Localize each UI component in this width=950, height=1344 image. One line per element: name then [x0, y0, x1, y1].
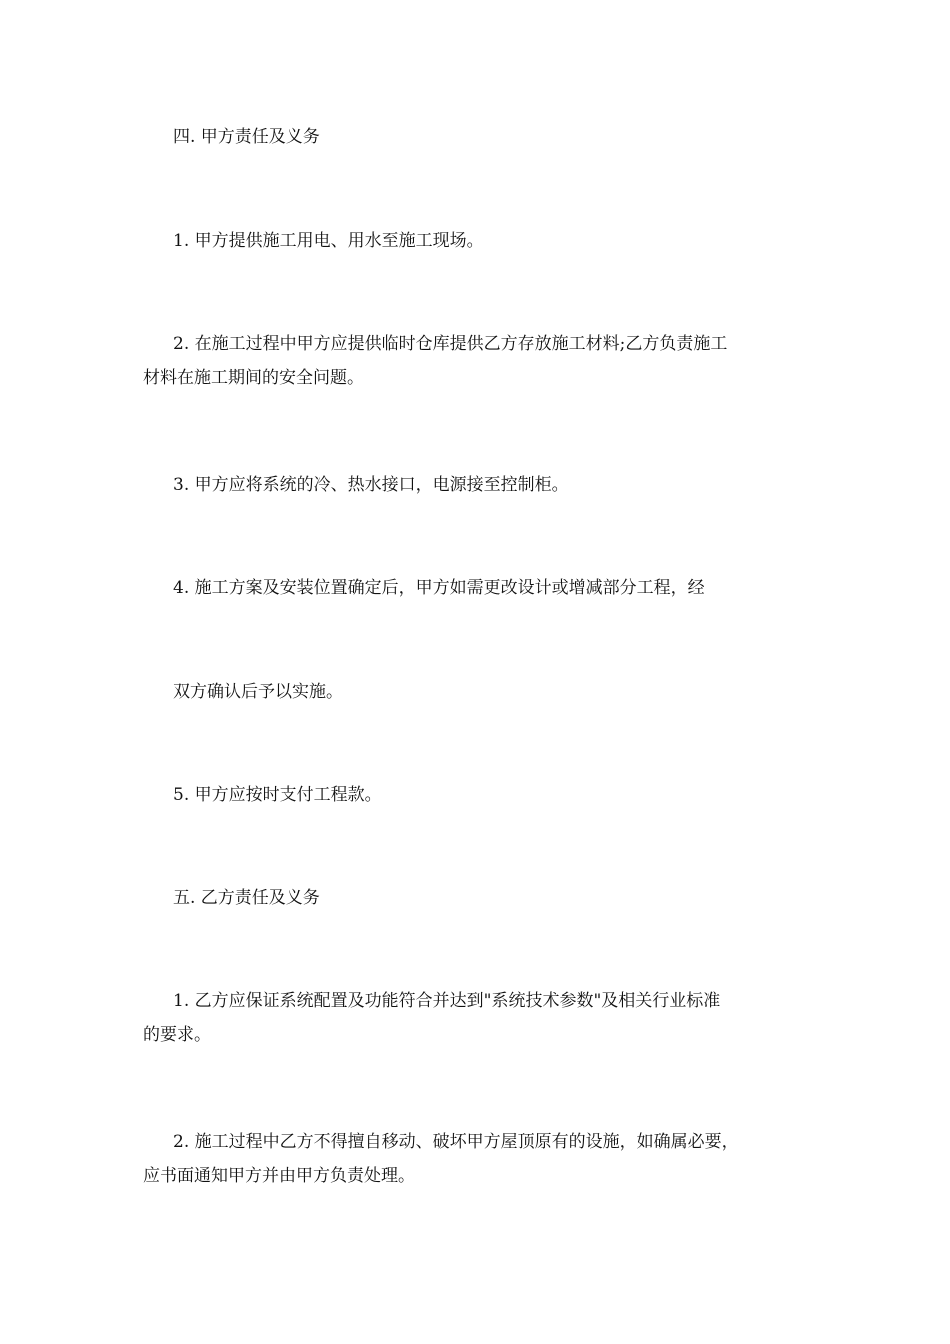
paragraph-4-4-continued [143, 675, 815, 709]
heading-line: 四. 甲方责任及义务 [173, 127, 320, 147]
paragraph-5-1 [143, 984, 815, 1052]
paragraph-4-2 [143, 327, 815, 395]
paragraph-line: 的要求。 [143, 1025, 211, 1045]
paragraph-line: 1. 乙方应保证系统配置及功能符合并达到"系统技术参数"及相关行业标准 [173, 991, 721, 1011]
paragraph-line: 2. 在施工过程中甲方应提供临时仓库提供乙方存放施工材料;乙方负责施工 [173, 334, 728, 354]
paragraph-line: 2. 施工过程中乙方不得擅自移动、破坏甲方屋顶原有的设施，如确属必要， [173, 1132, 739, 1152]
paragraph-line: 材料在施工期间的安全问题。 [143, 368, 364, 388]
paragraph-4-5 [143, 778, 815, 812]
paragraph-4-3 [143, 468, 815, 502]
paragraph-line: 4. 施工方案及安装位置确定后，甲方如需更改设计或增减部分工程，经 [173, 578, 705, 598]
heading-line: 五. 乙方责任及义务 [173, 888, 320, 908]
paragraph-4-1 [143, 224, 815, 258]
paragraph-line: 双方确认后予以实施。 [173, 682, 343, 702]
paragraph-line: 1. 甲方提供施工用电、用水至施工现场。 [173, 231, 484, 251]
section-heading-4 [143, 120, 815, 154]
paragraph-line: 5. 甲方应按时支付工程款。 [173, 785, 382, 805]
paragraph-4-4 [143, 571, 815, 605]
paragraph-line: 应书面通知甲方并由甲方负责处理。 [143, 1166, 415, 1186]
paragraph-line: 3. 甲方应将系统的冷、热水接口，电源接至控制柜。 [173, 475, 569, 495]
paragraph-5-2 [143, 1125, 815, 1193]
section-heading-5 [143, 881, 815, 915]
